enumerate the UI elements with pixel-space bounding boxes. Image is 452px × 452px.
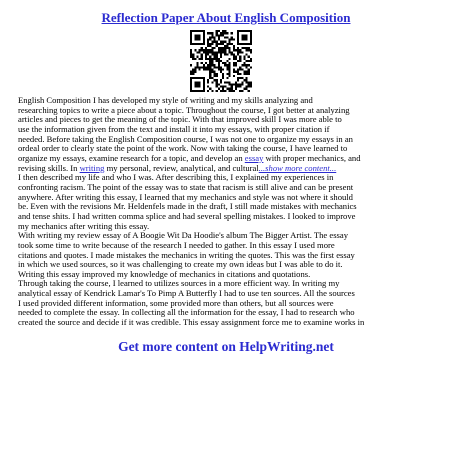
text-line: use the information given from the text and install it into my essays, with proper citation if xyxy=(18,124,330,134)
text-line: anywhere. After writing this essay, I learned that my mechanics and style was not where it should xyxy=(18,192,353,202)
text-line: analytical essay of Kendrick Lamar's To Pimp A Butterfly I had to use ten sources. All the sources xyxy=(18,289,355,299)
text-line: needed to complete the essay. In collecting all the information for the essay, I had to research who xyxy=(18,308,355,318)
text-line xyxy=(18,164,440,174)
essay-link[interactable]: essay xyxy=(244,153,264,163)
qr-code-icon xyxy=(190,30,252,92)
text-line: in which we used sources, so it was challenging to create my own ideas but I was able to do it. xyxy=(18,260,343,270)
text-line: created the source and decide if it was credible. This essay assignment force me to examine works in xyxy=(18,318,365,328)
text-line: I then described my life and who I was. After describing this, I explained my experiences in xyxy=(18,173,334,183)
text-line: researching topics to write a piece about a topic. Throughout the course, I got better at analyzing xyxy=(18,105,350,115)
text-fragment: revising skills. In xyxy=(18,163,80,173)
text-line: I used provided different information, some provided more than others, but all sources were xyxy=(18,298,334,308)
show-more-link[interactable]: ...show more content... xyxy=(258,163,337,173)
page-title[interactable]: Reflection Paper About English Composition xyxy=(101,10,351,25)
text-line: my mechanics after writing this essay. xyxy=(18,221,150,231)
text-fragment: my personal, review, analytical, and cultural xyxy=(104,163,259,173)
text-line: English Composition I has developed my style of writing and my skills analyzing and xyxy=(18,96,313,105)
text-line: With writing my review essay of A Boogie Wit Da Hoodie's album The Bigger Artist. The essay xyxy=(18,231,348,241)
text-line: ordeal order to clearly state the point of the work. Now with taking the course, I have learned to xyxy=(18,144,348,154)
text-line: confronting racism. The point of the essay was to state that racism is still alive and can be present xyxy=(18,182,354,192)
writing-link[interactable]: writing xyxy=(79,163,105,173)
get-more-content-link[interactable]: Get more content on HelpWriting.net xyxy=(118,339,334,354)
text-line: needed. Before taking the English Composition course, I was not one to organize my essays in an xyxy=(18,134,353,144)
essay-text xyxy=(18,96,440,328)
text-line: and tense shits. I had written comma splice and had several spelling mistakes. I looked to improve xyxy=(18,211,356,221)
text-line: Through taking the course, I learned to utilizes sources in a more efficient way. In writing my xyxy=(18,279,340,289)
text-line: be. Even with the revisions Mr. Heldenfels made in the draft, I still made mistakes with mechanics xyxy=(18,202,357,212)
text-fragment: with proper mechanics, and xyxy=(263,153,361,163)
text-line xyxy=(18,154,440,164)
text-line: took some time to write because of the research I needed to gather. In this essay I used more xyxy=(18,240,335,250)
text-line: articles and pieces to get the meaning of the topic. With that improved skill I was more able to xyxy=(18,115,342,125)
text-fragment: organize my essays, examine research for a topic, and develop an xyxy=(18,153,245,163)
text-line: Writing this essay improved my knowledge of mechanics in citations and quotations. xyxy=(18,269,311,279)
text-line: citations and quotes. I made mistakes the mechanics in writing the quotes. This was the first essay xyxy=(18,250,355,260)
